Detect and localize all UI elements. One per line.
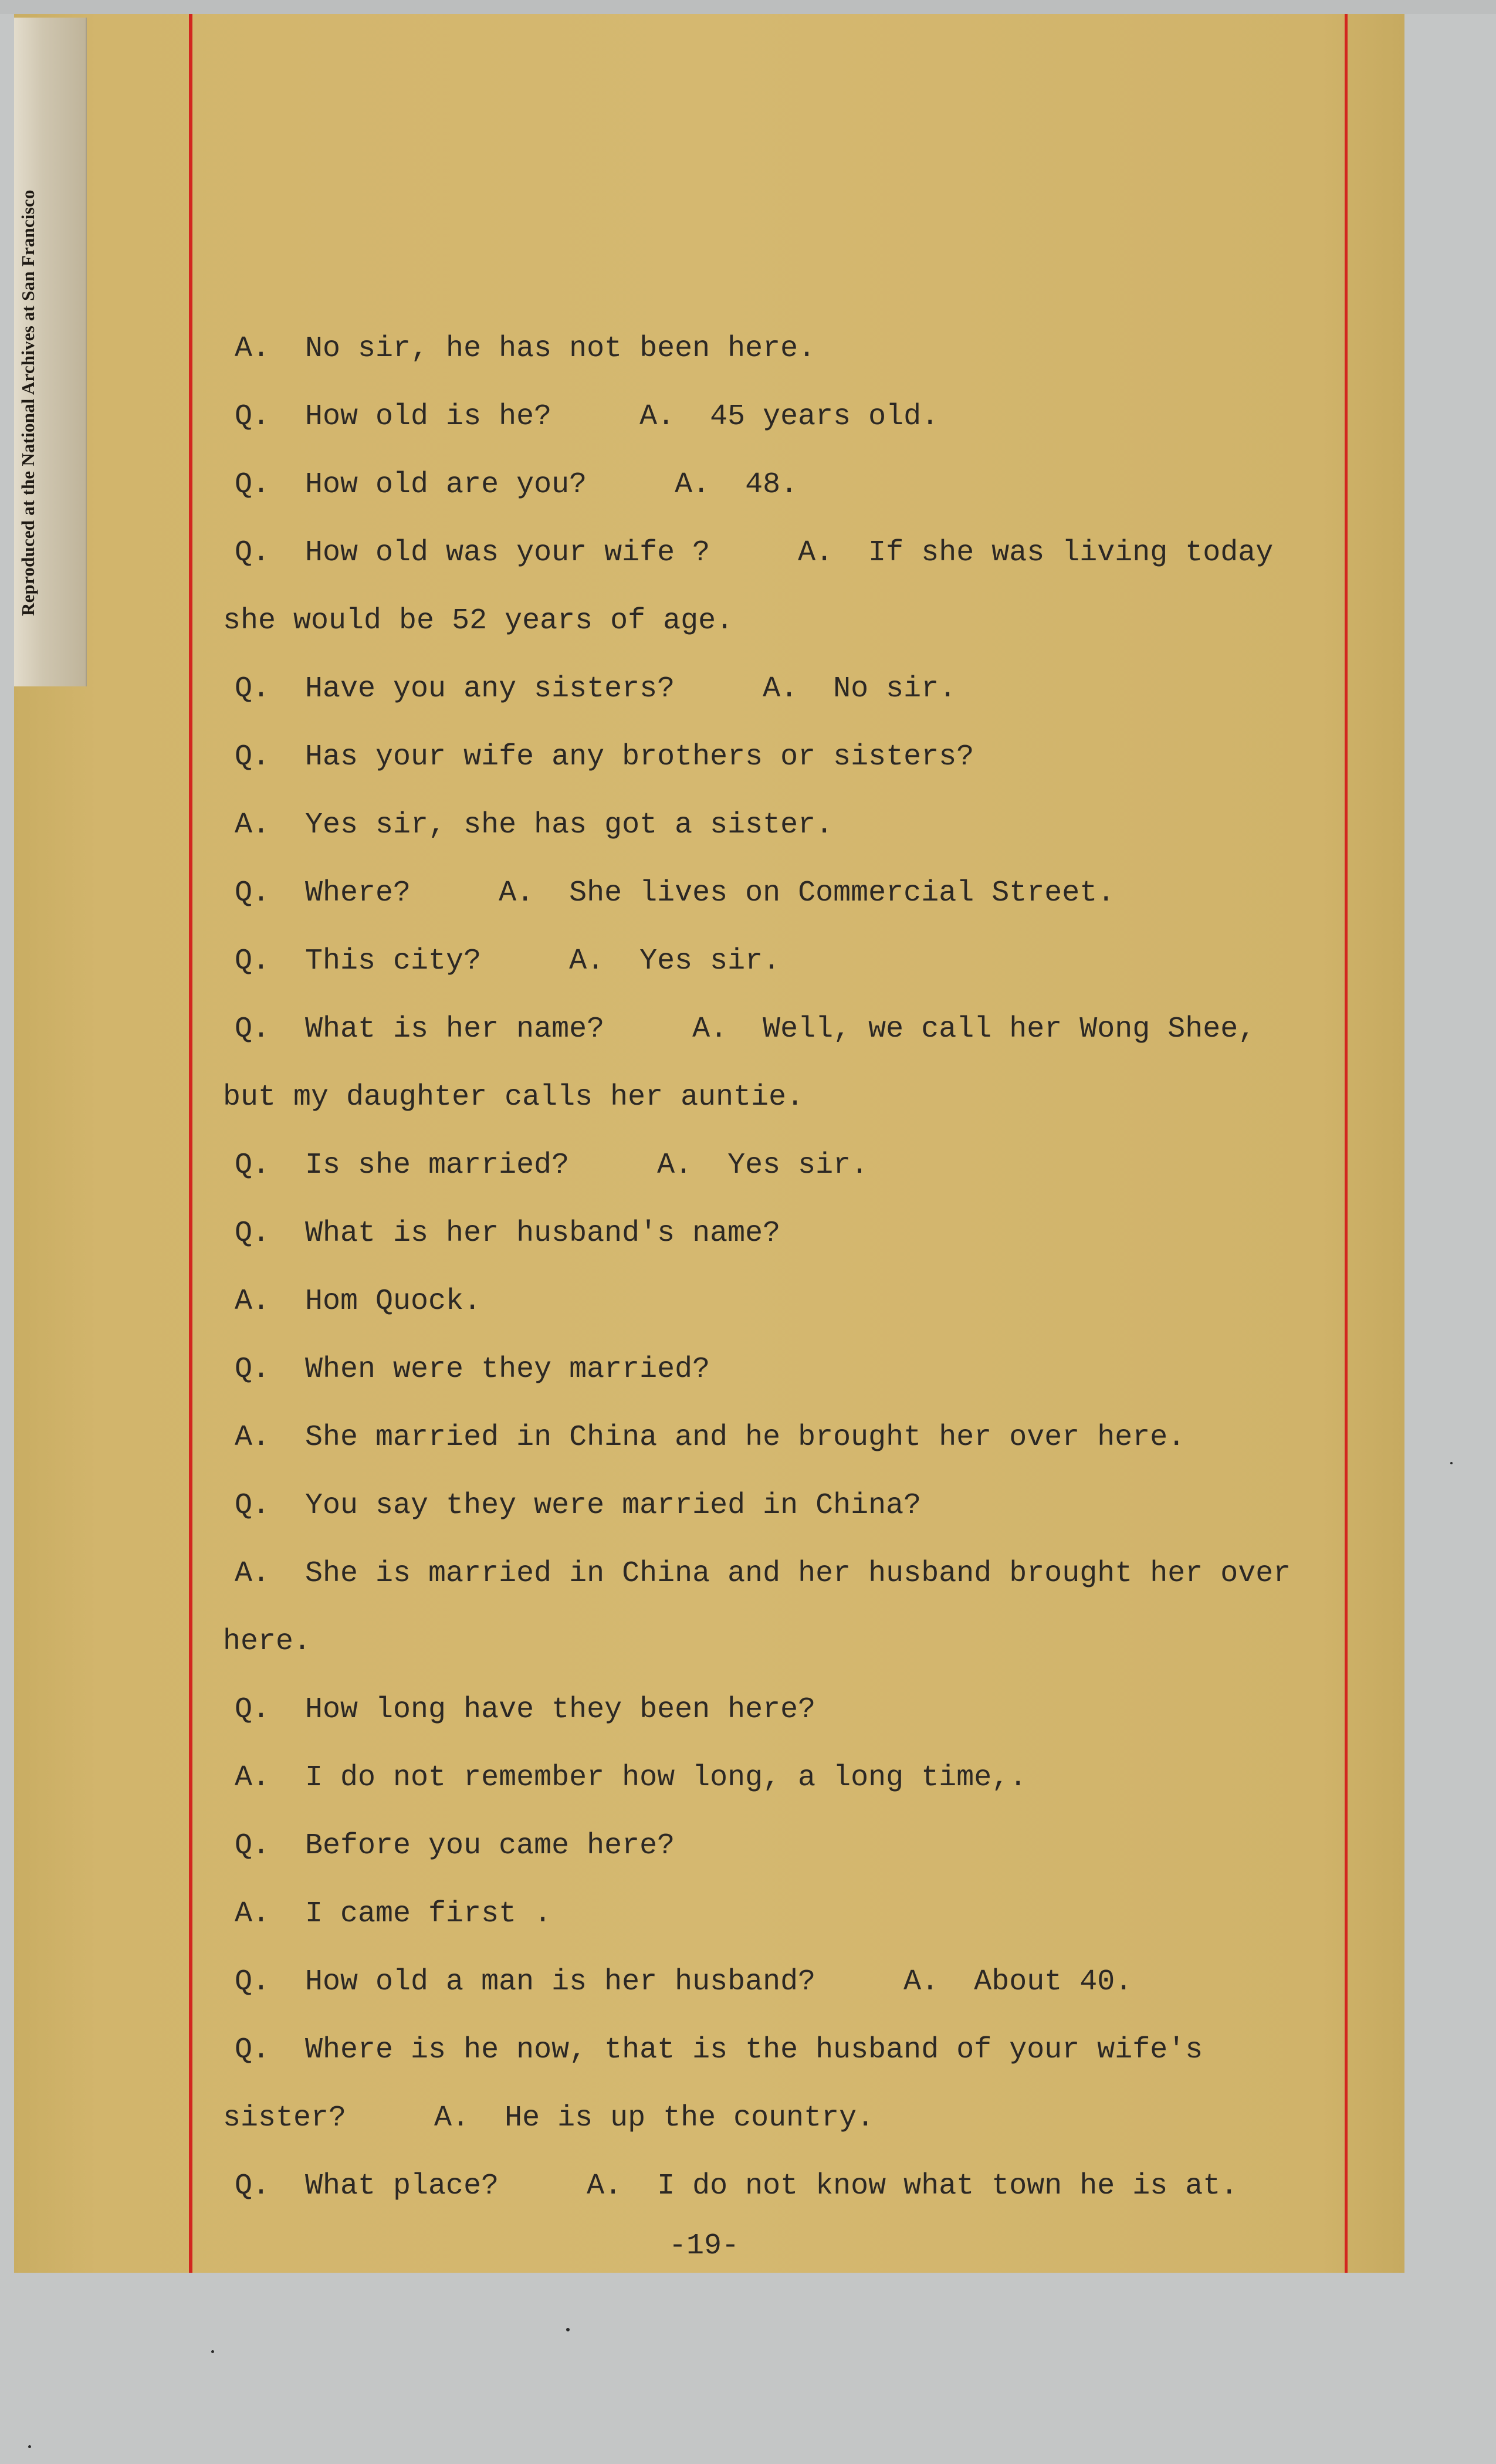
transcript-line: Q. You say they were married in China?: [235, 1489, 922, 1522]
transcript-line: Q. What place? A. I do not know what town he is at.: [235, 2169, 1238, 2203]
transcript-line: A. I came first .: [235, 1897, 552, 1931]
transcript-line: A. Yes sir, she has got a sister.: [235, 808, 834, 842]
transcript-line: Q. How long have they been here?: [235, 1693, 816, 1727]
scan-speck: [566, 2328, 570, 2331]
transcript-line: Q. Where? A. She lives on Commercial Street.: [235, 876, 1115, 910]
transcript-line: A. I do not remember how long, a long time,.: [235, 1761, 1027, 1795]
scan-speck: [211, 2350, 214, 2353]
transcript-line: Q. How old are you? A. 48.: [235, 468, 798, 502]
transcript-line: Q. What is her name? A. Well, we call her Wong Shee,: [235, 1013, 1256, 1046]
transcript-line: Q. When were they married?: [235, 1353, 710, 1386]
transcript-line: sister? A. He is up the country.: [223, 2101, 875, 2135]
scanner-background: [0, 0, 1496, 14]
right-margin-rule: [1345, 14, 1348, 2273]
transcript-line: Q. What is her husband's name?: [235, 1217, 781, 1250]
transcript-line: Q. How old a man is her husband? A. About 40.: [235, 1965, 1133, 1999]
transcript-line: here.: [223, 1625, 312, 1659]
transcript-line: Q. Has your wife any brothers or sisters?: [235, 740, 974, 774]
transcript-line: Q. Where is he now, that is the husband of your wife's: [235, 2033, 1203, 2067]
transcript-line: Q. Have you any sisters? A. No sir.: [235, 672, 957, 706]
archive-stamp-text: Reproduced at the National Archives at San Francisco: [18, 189, 38, 616]
transcript-line: Q. Before you came here?: [235, 1829, 675, 1863]
scan-speck: [1450, 1462, 1453, 1464]
transcript-line: Q. Is she married? A. Yes sir.: [235, 1149, 869, 1182]
transcript-line: Q. How old was your wife ? A. If she was living today: [235, 536, 1274, 570]
left-margin-rule: [189, 14, 192, 2273]
transcript-line: A. She married in China and he brought her over here.: [235, 1421, 1186, 1454]
transcript-line: A. No sir, he has not been here.: [235, 332, 816, 365]
scan-speck: [28, 2445, 31, 2448]
transcript-line: she would be 52 years of age.: [223, 604, 734, 638]
transcript-line: but my daughter calls her auntie.: [223, 1081, 804, 1114]
transcript-line: Q. How old is he? A. 45 years old.: [235, 400, 939, 434]
transcript-text: [223, 331, 1314, 2237]
transcript-line: A. She is married in China and her husband brought her over: [235, 1557, 1291, 1590]
transcript-line: A. Hom Quock.: [235, 1285, 482, 1318]
transcript-line: Q. This city? A. Yes sir.: [235, 945, 781, 978]
page-number: -19-: [669, 2229, 740, 2263]
